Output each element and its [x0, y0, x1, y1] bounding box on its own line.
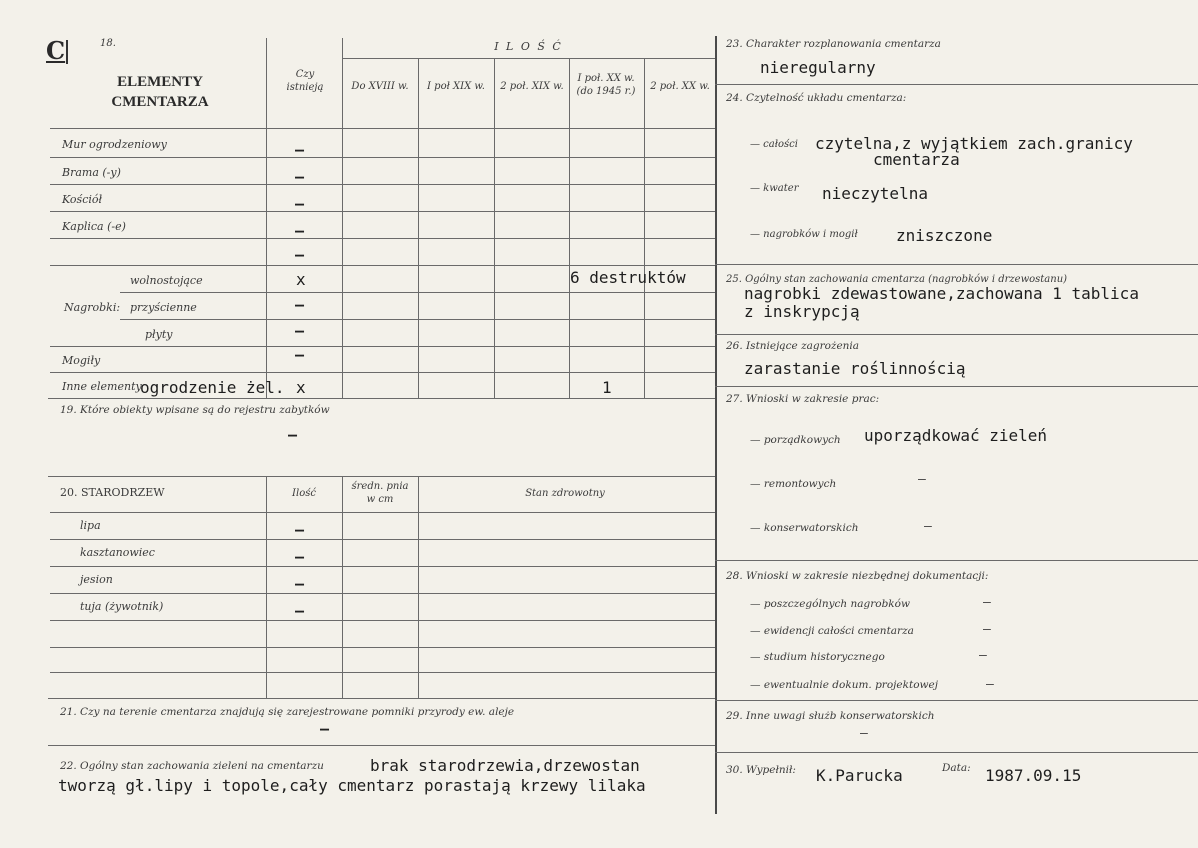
row-label-plyty: płyty	[145, 328, 173, 341]
inne-value: ogrodzenie żel.	[140, 378, 285, 397]
row-label-brama: Brama (-y)	[62, 166, 121, 179]
section-27-label: 27. Wnioski w zakresie prac:	[726, 393, 880, 405]
corner-letter: C	[46, 36, 66, 65]
section-23-label: 23. Charakter rozplanowania cmentarza	[726, 38, 941, 50]
porzadkowych-label: — porządkowych	[750, 434, 841, 446]
date-value: 1987.09.15	[985, 766, 1082, 785]
porzadkowych-value: uporządkować zieleń	[864, 426, 1048, 445]
period-col-3: I poł. XX w. (do 1945 r.)	[576, 73, 636, 97]
elements-title-line1: ELEMENTY	[117, 74, 203, 90]
remontowych-label: — remontowych	[750, 478, 837, 490]
remontowych-value: –	[918, 472, 926, 487]
section-19-value: –	[288, 426, 298, 444]
section-22-value-line2: tworzą gł.lipy i topole,cały cmentarz porastają krzewy lilaka	[58, 776, 646, 795]
section-25-value-line1: nagrobki zdewastowane,zachowana 1 tablica	[744, 284, 1139, 303]
exists-inne: x	[296, 378, 306, 397]
period-col-0: Do XVIII w.	[351, 81, 409, 92]
row-label-inne: Inne elementy	[62, 380, 142, 393]
exists-brama: –	[295, 168, 305, 186]
doc-item-studium: — studium historycznego	[750, 651, 885, 663]
row-label-mogily: Mogiły	[62, 354, 101, 367]
tree-qty-kasztanowiec: –	[295, 548, 305, 566]
section-21-value: –	[320, 720, 330, 738]
col-quantity-header: I L O Ś Ć	[494, 40, 563, 53]
section-25-value-line2: z inskrypcją	[744, 302, 860, 321]
tree-label-kasztanowiec: kasztanowiec	[80, 546, 155, 559]
section-18-number: 18.	[100, 38, 116, 49]
doc-item-nagrobkow: — poszczególnych nagrobków	[750, 598, 910, 610]
exists-przyscienne: –	[295, 296, 305, 314]
section-22-value-line1: brak starodrzewia,drzewostan	[370, 756, 640, 775]
konserwatorskich-label: — konserwatorskich	[750, 522, 859, 534]
doc-item-projektowej: — ewentualnie dokum. projektowej	[750, 679, 938, 691]
tree-qty-tuja: –	[295, 602, 305, 620]
row-label-nagrobki: Nagrobki:	[64, 301, 121, 314]
section-25-label: 25. Ogólny stan zachowania cmentarza (nagrobków i drzewostanu)	[726, 274, 1068, 285]
calosci-value-line2: cmentarza	[873, 150, 960, 169]
section-21-label: 21. Czy na terenie cmentarza znajdują się zarejestrowane pomniki przyrody ew. aleje	[60, 706, 515, 718]
section-29-label: 29. Inne uwagi służb konserwatorskich	[726, 710, 935, 722]
elements-title-line2: CMENTARZA	[111, 94, 209, 110]
calosci-value-line1: czytelna,z wyjątkiem zach.granicy	[815, 134, 1133, 153]
exists-mur: –	[295, 141, 305, 159]
doc-item-studium-value: –	[979, 648, 987, 663]
row-label-przyscienne: przyścienne	[130, 301, 197, 314]
starodrzew-diameter-header: średn. pnia w cm	[351, 481, 409, 505]
nagrobkow-label: — nagrobków i mogił	[750, 229, 858, 240]
row-label-wolnostojace: wolnostojące	[130, 274, 203, 287]
section-22-label: 22. Ogólny stan zachowania zieleni na cmentarzu	[60, 760, 324, 772]
exists-wolnostojace: x	[296, 270, 306, 289]
section-23-value: nieregularny	[760, 58, 876, 77]
tree-label-lipa: lipa	[80, 519, 101, 532]
tree-label-tuja: tuja (żywotnik)	[80, 600, 164, 613]
starodrzew-health-header: Stan zdrowotny	[525, 488, 605, 499]
exists-kaplica: –	[295, 222, 305, 240]
section-24-label: 24. Czytelność układu cmentarza:	[726, 92, 907, 104]
period-col-4: 2 poł. XX w.	[650, 81, 710, 92]
exists-mogily: –	[295, 346, 305, 364]
doc-item-nagrobkow-value: –	[983, 595, 991, 610]
exists-kosciol: –	[295, 195, 305, 213]
row-label-kosciol: Kościół	[62, 193, 103, 206]
nagrobkow-value: zniszczone	[896, 226, 993, 245]
section-19-label: 19. Które obiekty wpisane są do rejestru zabytków	[60, 404, 330, 416]
period-col-2: 2 poł. XIX w.	[500, 81, 564, 92]
exists-blank: –	[295, 246, 305, 264]
tree-qty-jesion: –	[295, 575, 305, 593]
section-26-label: 26. Istniejące zagrożenia	[726, 340, 860, 352]
starodrzew-qty-header: Ilość	[292, 488, 316, 499]
wolnostojace-quantity: 6 destruktów	[570, 268, 686, 287]
section-26-value: zarastanie roślinnością	[744, 359, 966, 378]
kwater-value: nieczytelna	[822, 184, 928, 203]
tree-label-jesion: jesion	[80, 573, 113, 586]
section-30-label: 30. Wypełnił:	[726, 764, 796, 776]
tree-qty-lipa: –	[295, 521, 305, 539]
doc-item-projektowej-value: –	[986, 677, 994, 692]
row-label-kaplica: Kaplica (-e)	[62, 220, 126, 233]
section-29-value: –	[860, 726, 868, 741]
konserwatorskich-value: –	[924, 519, 932, 534]
doc-item-ewidencji: — ewidencji całości cmentarza	[750, 625, 914, 637]
kwater-label: — kwater	[750, 183, 799, 194]
section-28-label: 28. Wnioski w zakresie niezbędnej dokumentacji:	[726, 570, 989, 582]
row-label-mur: Mur ogrodzeniowy	[62, 138, 167, 151]
exists-plyty: –	[295, 322, 305, 340]
col-exists-header: Czy istnieją	[286, 69, 324, 93]
inne-quantity: 1	[602, 378, 612, 397]
calosci-label: — całości	[750, 139, 798, 150]
period-col-1: I poł XIX w.	[427, 81, 485, 92]
date-label: Data:	[942, 762, 971, 774]
filled-by-value: K.Parucka	[816, 766, 903, 785]
doc-item-ewidencji-value: –	[983, 622, 991, 637]
section-20-label: 20. STARODRZEW	[60, 486, 165, 499]
